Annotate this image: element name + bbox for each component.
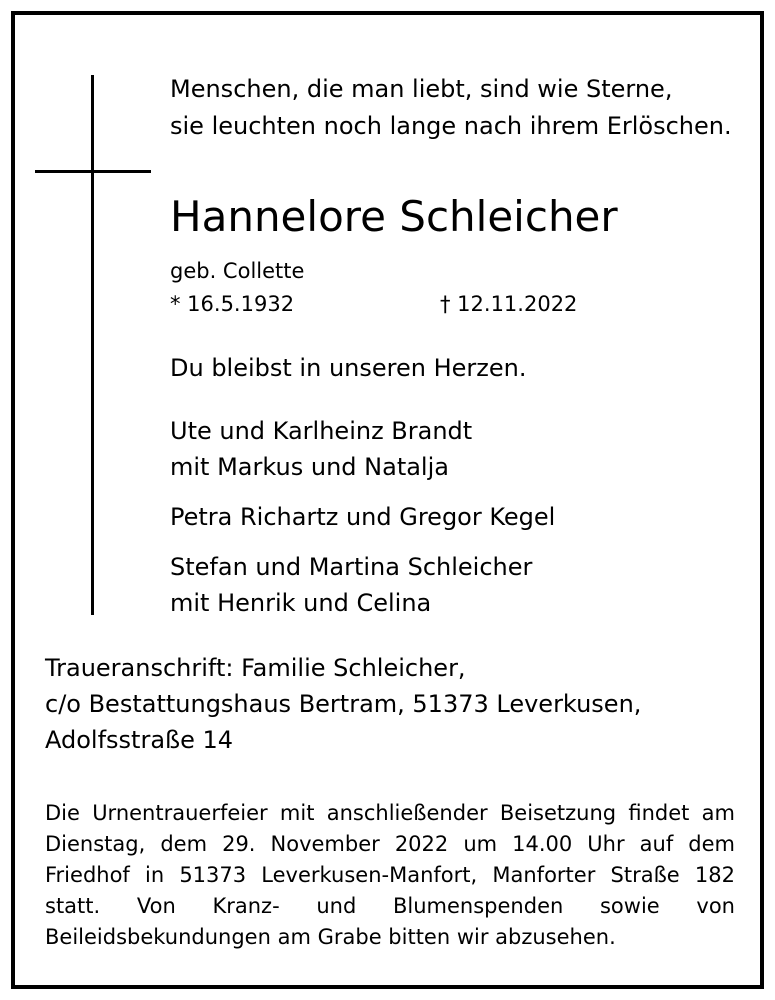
address-line: Traueranschrift: Familie Schleicher, — [45, 654, 466, 682]
birth-date: * 16.5.1932 — [170, 292, 295, 316]
obituary-frame — [11, 11, 764, 989]
cross-icon-bar — [35, 170, 151, 173]
deceased-name: Hannelore Schleicher — [170, 192, 618, 241]
birth-name: geb. Collette — [170, 259, 305, 283]
mourner-line: mit Henrik und Celina — [170, 589, 432, 617]
address-line: Adolfsstraße 14 — [45, 726, 234, 754]
mourning-address — [45, 650, 641, 758]
motto: Du bleibst in unseren Herzen. — [170, 354, 527, 382]
mourner-line: Ute und Karlheinz Brandt — [170, 417, 473, 445]
mourner-line: Petra Richartz und Gregor Kegel — [170, 503, 556, 531]
verse-line: sie leuchten noch lange nach ihrem Erlöschen. — [170, 112, 732, 140]
mourner-group — [170, 549, 532, 621]
mourner-group — [170, 499, 555, 535]
verse-line: Menschen, die man liebt, sind wie Sterne, — [170, 75, 673, 103]
cross-icon — [91, 75, 94, 615]
verse — [170, 71, 732, 145]
mourner-group — [170, 413, 472, 485]
funeral-notice: Die Urnentrauerfeier mit anschließender Beisetzung findet am Dienstag, dem 29. November 2022 um 14.00 Uhr auf dem Friedhof in 51373 Leverkusen-Manfort, Manforter Straße 182 statt. Von Kranz- und Blumenspenden sowie von Beileidsbekundungen am Grabe bitten wir abzusehen. — [45, 801, 735, 949]
death-date: † 12.11.2022 — [440, 292, 578, 316]
address-line: c/o Bestattungshaus Bertram, 51373 Leverkusen, — [45, 690, 642, 718]
mourner-line: mit Markus und Natalja — [170, 453, 449, 481]
mourner-line: Stefan und Martina Schleicher — [170, 553, 533, 581]
